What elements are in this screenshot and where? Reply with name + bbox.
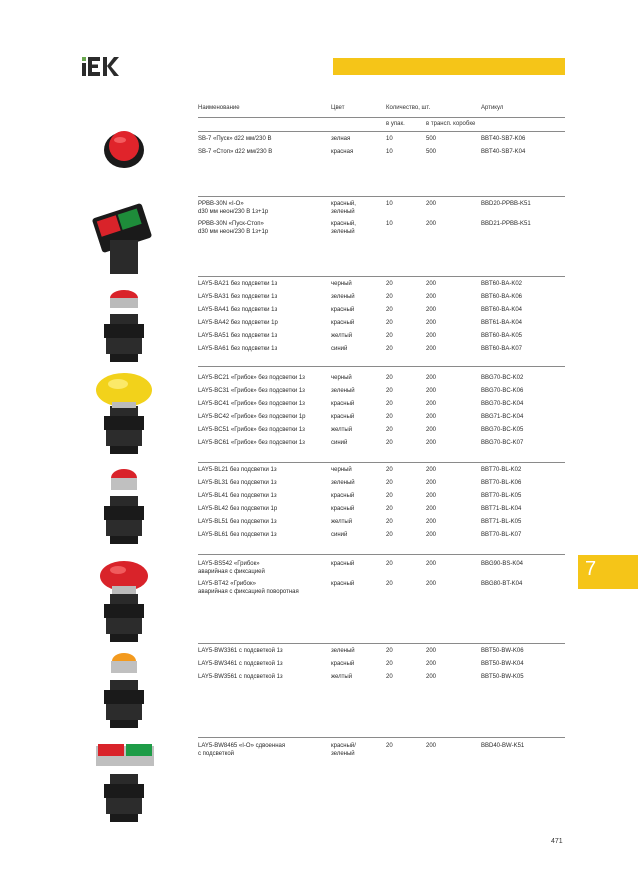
cell-color: синий bbox=[331, 532, 348, 538]
subheader-divider bbox=[198, 131, 565, 132]
cell-pack: 20 bbox=[386, 519, 393, 525]
cell-article: BBT60-BA-K06 bbox=[481, 294, 523, 300]
cell-name: LAY5-BS542 «Грибок» аварийная с фиксацией bbox=[198, 561, 265, 575]
cell-name: LAY5-BW3461 с подсветкой 1з bbox=[198, 661, 283, 667]
cell-box: 200 bbox=[426, 648, 437, 654]
cell-article: BBT70-BL-K07 bbox=[481, 532, 522, 538]
cell-box: 200 bbox=[426, 401, 437, 407]
cell-box: 200 bbox=[426, 743, 437, 749]
cell-name: LAY5-BL42 без подсветки 1р bbox=[198, 506, 278, 512]
cell-pack: 20 bbox=[386, 388, 393, 394]
cell-box: 200 bbox=[426, 480, 437, 486]
section-divider bbox=[198, 554, 565, 555]
cell-box: 200 bbox=[426, 201, 437, 207]
cell-article: BBG70-BC-K05 bbox=[481, 427, 524, 433]
cell-article: BBD21-PPBB-K51 bbox=[481, 221, 531, 227]
cell-article: BBG80-BT-K04 bbox=[481, 581, 523, 587]
cell-name: LAY5-BA41 без подсветки 1з bbox=[198, 307, 278, 313]
cell-name: LAY5-BW8465 «I-O» сдвоенная с подсветкой bbox=[198, 743, 286, 757]
cell-color: зеленый bbox=[331, 294, 355, 300]
cell-box: 200 bbox=[426, 414, 437, 420]
cell-article: BBG71-BC-K04 bbox=[481, 414, 524, 420]
cell-color: красный bbox=[331, 414, 355, 420]
cell-name: LAY5-BC61 «Грибок» без подсветки 1з bbox=[198, 440, 305, 446]
cell-color: желтый bbox=[331, 519, 353, 525]
cell-name: LAY5-BA31 без подсветки 1з bbox=[198, 294, 278, 300]
cell-name: PPBB-30N «Пуск-Стоп» d30 мм неон/230 В 1з+1р bbox=[198, 221, 269, 235]
col-header-article: Артикул bbox=[481, 105, 504, 111]
cell-box: 200 bbox=[426, 281, 437, 287]
cell-box: 200 bbox=[426, 307, 437, 313]
cell-article: BBT70-BL-K05 bbox=[481, 493, 522, 499]
col-header-name: Наименование bbox=[198, 105, 240, 111]
product-photo-red-flush-pushbutton bbox=[88, 280, 160, 365]
cell-article: BBG70-BC-K06 bbox=[481, 388, 524, 394]
cell-color: красный bbox=[331, 493, 355, 499]
cell-article: BBT40-SB7-K06 bbox=[481, 136, 526, 142]
cell-article: BBG90-BS-K04 bbox=[481, 561, 524, 567]
cell-color: зеленый bbox=[331, 388, 355, 394]
cell-color: зеленый bbox=[331, 648, 355, 654]
cell-name: LAY5-BC41 «Грибок» без подсветки 1з bbox=[198, 401, 305, 407]
cell-pack: 20 bbox=[386, 480, 393, 486]
section-divider bbox=[198, 196, 565, 197]
cell-box: 200 bbox=[426, 661, 437, 667]
chapter-tab bbox=[578, 555, 638, 589]
product-photo-yellow-mushroom-pushbutton bbox=[88, 372, 160, 457]
cell-name: LAY5-BL41 без подсветки 1з bbox=[198, 493, 277, 499]
cell-name: LAY5-BA42 без подсветки 1р bbox=[198, 320, 278, 326]
cell-pack: 20 bbox=[386, 467, 393, 473]
cell-pack: 20 bbox=[386, 743, 393, 749]
cell-box: 200 bbox=[426, 294, 437, 300]
cell-box: 200 bbox=[426, 388, 437, 394]
cell-pack: 20 bbox=[386, 307, 393, 313]
cell-name: LAY5-BC21 «Грибок» без подсветки 1з bbox=[198, 375, 305, 381]
cell-name: LAY5-BT42 «Грибок» аварийная с фиксацией поворотная bbox=[198, 581, 299, 595]
product-photo-illuminated-pushbutton bbox=[88, 646, 160, 731]
cell-color: черный bbox=[331, 467, 352, 473]
cell-article: BBT70-BL-K06 bbox=[481, 480, 522, 486]
product-photo-red-emergency-mushroom bbox=[88, 560, 160, 645]
cell-color: желтый bbox=[331, 674, 353, 680]
iek-logo bbox=[82, 56, 126, 76]
cell-pack: 20 bbox=[386, 320, 393, 326]
cell-box: 200 bbox=[426, 346, 437, 352]
cell-pack: 20 bbox=[386, 674, 393, 680]
cell-name: LAY5-BW3361 с подсветкой 1з bbox=[198, 648, 283, 654]
cell-article: BBT60-BA-K05 bbox=[481, 333, 523, 339]
cell-article: BBG70-BC-K07 bbox=[481, 440, 524, 446]
cell-box: 200 bbox=[426, 221, 437, 227]
cell-color: красный bbox=[331, 307, 355, 313]
chapter-number: 7 bbox=[585, 558, 597, 580]
cell-pack: 10 bbox=[386, 221, 393, 227]
cell-box: 200 bbox=[426, 320, 437, 326]
cell-pack: 20 bbox=[386, 333, 393, 339]
cell-article: BBT60-BA-K04 bbox=[481, 307, 523, 313]
cell-color: красный bbox=[331, 506, 355, 512]
cell-name: LAY5-BL61 без подсветки 1з bbox=[198, 532, 277, 538]
cell-color: зелная bbox=[331, 136, 351, 142]
product-photo-red-round-pushbutton bbox=[88, 118, 160, 203]
cell-name: SB-7 «Пуск» d22 мм/230 В bbox=[198, 136, 272, 142]
cell-color: желтый bbox=[331, 333, 353, 339]
cell-box: 200 bbox=[426, 333, 437, 339]
cell-pack: 10 bbox=[386, 136, 393, 142]
cell-pack: 10 bbox=[386, 201, 393, 207]
cell-article: BBT60-BA-K07 bbox=[481, 346, 523, 352]
product-photo-double-pushbutton-red-green bbox=[88, 200, 160, 285]
cell-name: LAY5-BW3561 с подсветкой 1з bbox=[198, 674, 283, 680]
cell-article: BBT71-BL-K05 bbox=[481, 519, 522, 525]
section-divider bbox=[198, 643, 565, 644]
cell-color: черный bbox=[331, 375, 352, 381]
cell-box: 200 bbox=[426, 674, 437, 680]
col-header-quantity: Количество, шт. bbox=[386, 105, 431, 111]
cell-pack: 20 bbox=[386, 440, 393, 446]
cell-box: 500 bbox=[426, 149, 437, 155]
cell-color: красный bbox=[331, 581, 355, 587]
cell-name: LAY5-BC31 «Грибок» без подсветки 1з bbox=[198, 388, 305, 394]
cell-pack: 20 bbox=[386, 346, 393, 352]
cell-name: LAY5-BA51 без подсветки 1з bbox=[198, 333, 278, 339]
cell-pack: 20 bbox=[386, 561, 393, 567]
col-header-per-box: в трансп. коробке bbox=[426, 121, 476, 127]
cell-name: LAY5-BC51 «Грибок» без подсветки 1з bbox=[198, 427, 305, 433]
cell-pack: 20 bbox=[386, 661, 393, 667]
cell-pack: 20 bbox=[386, 532, 393, 538]
cell-pack: 20 bbox=[386, 506, 393, 512]
cell-article: BBD20-PPBB-K51 bbox=[481, 201, 531, 207]
cell-color: желтый bbox=[331, 427, 353, 433]
cell-name: LAY5-BL21 без подсветки 1з bbox=[198, 467, 277, 473]
cell-box: 200 bbox=[426, 506, 437, 512]
cell-name: LAY5-BC42 «Грибок» без подсветки 1р bbox=[198, 414, 306, 420]
cell-box: 200 bbox=[426, 493, 437, 499]
cell-article: BBT50-BW-K06 bbox=[481, 648, 524, 654]
cell-pack: 20 bbox=[386, 281, 393, 287]
section-divider bbox=[198, 462, 565, 463]
cell-box: 200 bbox=[426, 375, 437, 381]
cell-color: черный bbox=[331, 281, 352, 287]
cell-pack: 20 bbox=[386, 414, 393, 420]
cell-color: красный/ зеленый bbox=[331, 743, 356, 757]
cell-color: красный bbox=[331, 561, 355, 567]
cell-article: BBT61-BA-K04 bbox=[481, 320, 523, 326]
cell-color: красная bbox=[331, 149, 354, 155]
cell-article: BBD40-BW-K51 bbox=[481, 743, 525, 749]
cell-pack: 20 bbox=[386, 581, 393, 587]
cell-color: красный, зеленый bbox=[331, 221, 356, 235]
cell-name: SB-7 «Стоп» d22 мм/230 В bbox=[198, 149, 273, 155]
header-divider bbox=[198, 117, 565, 118]
cell-pack: 20 bbox=[386, 493, 393, 499]
cell-pack: 10 bbox=[386, 149, 393, 155]
cell-color: красный, зеленый bbox=[331, 201, 356, 215]
cell-box: 200 bbox=[426, 581, 437, 587]
cell-article: BBG70-BC-K04 bbox=[481, 401, 524, 407]
cell-box: 500 bbox=[426, 136, 437, 142]
cell-article: BBT40-SB7-K04 bbox=[481, 149, 526, 155]
cell-box: 200 bbox=[426, 467, 437, 473]
cell-color: красный bbox=[331, 320, 355, 326]
cell-color: синий bbox=[331, 346, 348, 352]
section-divider bbox=[198, 276, 565, 277]
cell-name: LAY5-BL51 без подсветки 1з bbox=[198, 519, 277, 525]
cell-box: 200 bbox=[426, 440, 437, 446]
cell-pack: 20 bbox=[386, 294, 393, 300]
cell-pack: 20 bbox=[386, 648, 393, 654]
cell-name: LAY5-BA61 без подсветки 1з bbox=[198, 346, 278, 352]
cell-article: BBT50-BW-K05 bbox=[481, 674, 524, 680]
cell-article: BBT71-BL-K04 bbox=[481, 506, 522, 512]
cell-box: 200 bbox=[426, 427, 437, 433]
cell-article: BBT50-BW-K04 bbox=[481, 661, 524, 667]
col-header-color: Цвет bbox=[331, 105, 345, 111]
cell-color: синий bbox=[331, 440, 348, 446]
cell-article: BBT70-BL-K02 bbox=[481, 467, 522, 473]
cell-pack: 20 bbox=[386, 401, 393, 407]
cell-pack: 20 bbox=[386, 427, 393, 433]
cell-box: 200 bbox=[426, 532, 437, 538]
section-divider bbox=[198, 737, 565, 738]
cell-color: зеленый bbox=[331, 480, 355, 486]
cell-article: BBT60-BA-K02 bbox=[481, 281, 523, 287]
cell-color: красный bbox=[331, 661, 355, 667]
cell-name: LAY5-BA21 без подсветки 1з bbox=[198, 281, 278, 287]
cell-name: PPBB-30N «I-O» d30 мм неон/230 В 1з+1р bbox=[198, 201, 269, 215]
page-number: 471 bbox=[551, 838, 563, 845]
cell-article: BBG70-BC-K02 bbox=[481, 375, 524, 381]
cell-box: 200 bbox=[426, 561, 437, 567]
product-photo-red-extended-pushbutton bbox=[88, 462, 160, 547]
cell-pack: 20 bbox=[386, 375, 393, 381]
cell-color: красный bbox=[331, 401, 355, 407]
cell-name: LAY5-BL31 без подсветки 1з bbox=[198, 480, 277, 486]
section-divider bbox=[198, 366, 565, 367]
col-header-per-pack: в упак. bbox=[386, 121, 405, 127]
cell-box: 200 bbox=[426, 519, 437, 525]
header-accent-bar bbox=[333, 58, 565, 75]
product-photo-double-illuminated-pushbutton bbox=[88, 740, 160, 825]
